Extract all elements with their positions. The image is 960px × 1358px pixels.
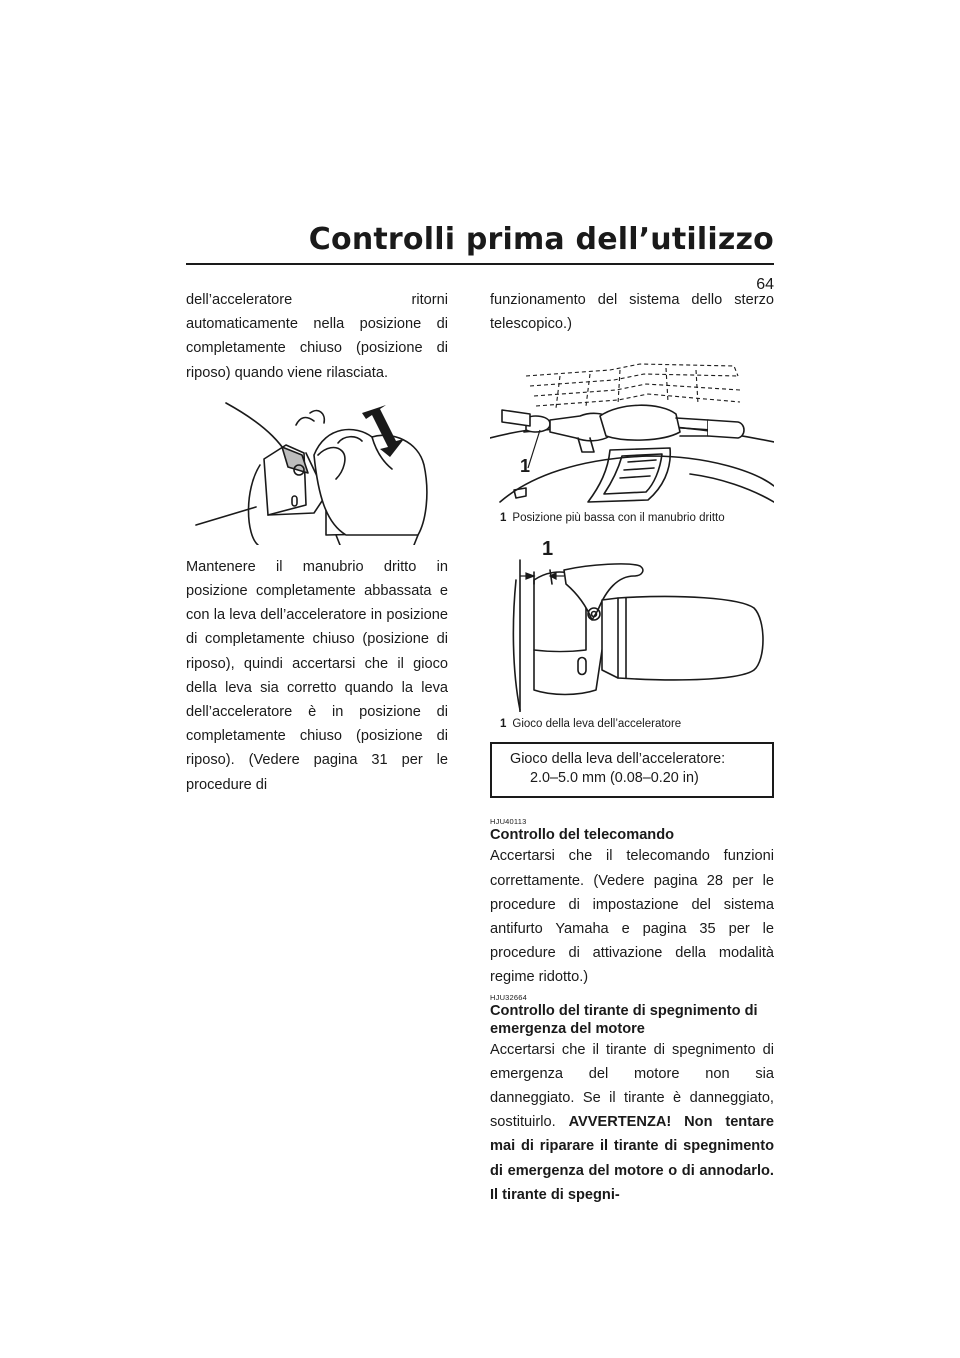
body-paragraph xyxy=(490,1038,774,1207)
spec-box xyxy=(490,742,774,798)
section-code: HJU40113 xyxy=(490,817,527,827)
page-title: Controlli prima dell’utilizzo xyxy=(308,222,774,257)
callout-number: 1 xyxy=(542,538,554,561)
body-paragraph: Mantenere il manubrio dritto in posizione completamente abbassata e con la leva dell’acceleratore in posizione di completamente chiuso (posizione di riposo), quindi accertarsi che il gioco della leva sia corretto quando la leva dell’acceleratore è in posizione di completamente chiuso (posizione di riposo). (Vedere pagina 31 per le procedure di xyxy=(186,558,448,793)
caption-text: Posizione più bassa con il manubrio dritto xyxy=(512,512,725,525)
caption-number: 1 xyxy=(500,512,507,525)
throttle-lever-play-illustration xyxy=(490,540,774,712)
body-paragraph: funzionamento del sistema dello sterzo telescopico.) xyxy=(490,292,774,333)
figure-handlebar-position xyxy=(490,346,774,526)
page-number: 64 xyxy=(756,276,774,293)
handlebar-illustration xyxy=(490,346,774,506)
spec-value: 2.0–5.0 mm (0.08–0.20 in) xyxy=(530,770,699,787)
figure-caption xyxy=(500,510,774,526)
callout-number: 1 xyxy=(520,456,531,477)
spec-label: Gioco della leva dell’acceleratore: xyxy=(510,751,726,768)
body-paragraph: Accertarsi che il telecomando funzioni correttamente. (Vedere pagina 28 per le procedure di impostazione del sistema antifurto Yamaha e pagina 35 per le procedure di attivazione della modalità regime ridotto.) xyxy=(490,848,774,986)
figure-lever-play xyxy=(490,540,774,732)
throttle-lever-illustration xyxy=(186,395,448,545)
section-text: Accertarsi che il tirante di spegnimento di emergenza del motore non sia danneggiato. Se il tirante è danneggiato, sostituirlo. xyxy=(490,1041,774,1131)
section-heading: Controllo del tirante di spegnimento di emergenza del motore xyxy=(490,1002,758,1037)
section-code: HJU32664 xyxy=(490,992,528,1002)
warning-text: AVVERTENZA! Non tentare mai di riparare il tirante di spegnimento di emergenza del motore o di annodarlo. Il tirante di spegni- xyxy=(490,1114,774,1203)
left-column xyxy=(186,288,448,797)
right-column xyxy=(490,288,774,1207)
title-rule xyxy=(186,263,774,265)
figure-caption xyxy=(500,716,774,732)
section-heading: Controllo del telecomando xyxy=(490,827,675,844)
caption-text: Gioco della leva dell’acceleratore xyxy=(512,718,682,731)
caption-number: 1 xyxy=(500,718,507,731)
body-paragraph: dell’acceleratore ritorni automaticamente nella posizione di completamente chiuso (posizione di riposo) quando viene rilasciata. xyxy=(186,292,448,381)
